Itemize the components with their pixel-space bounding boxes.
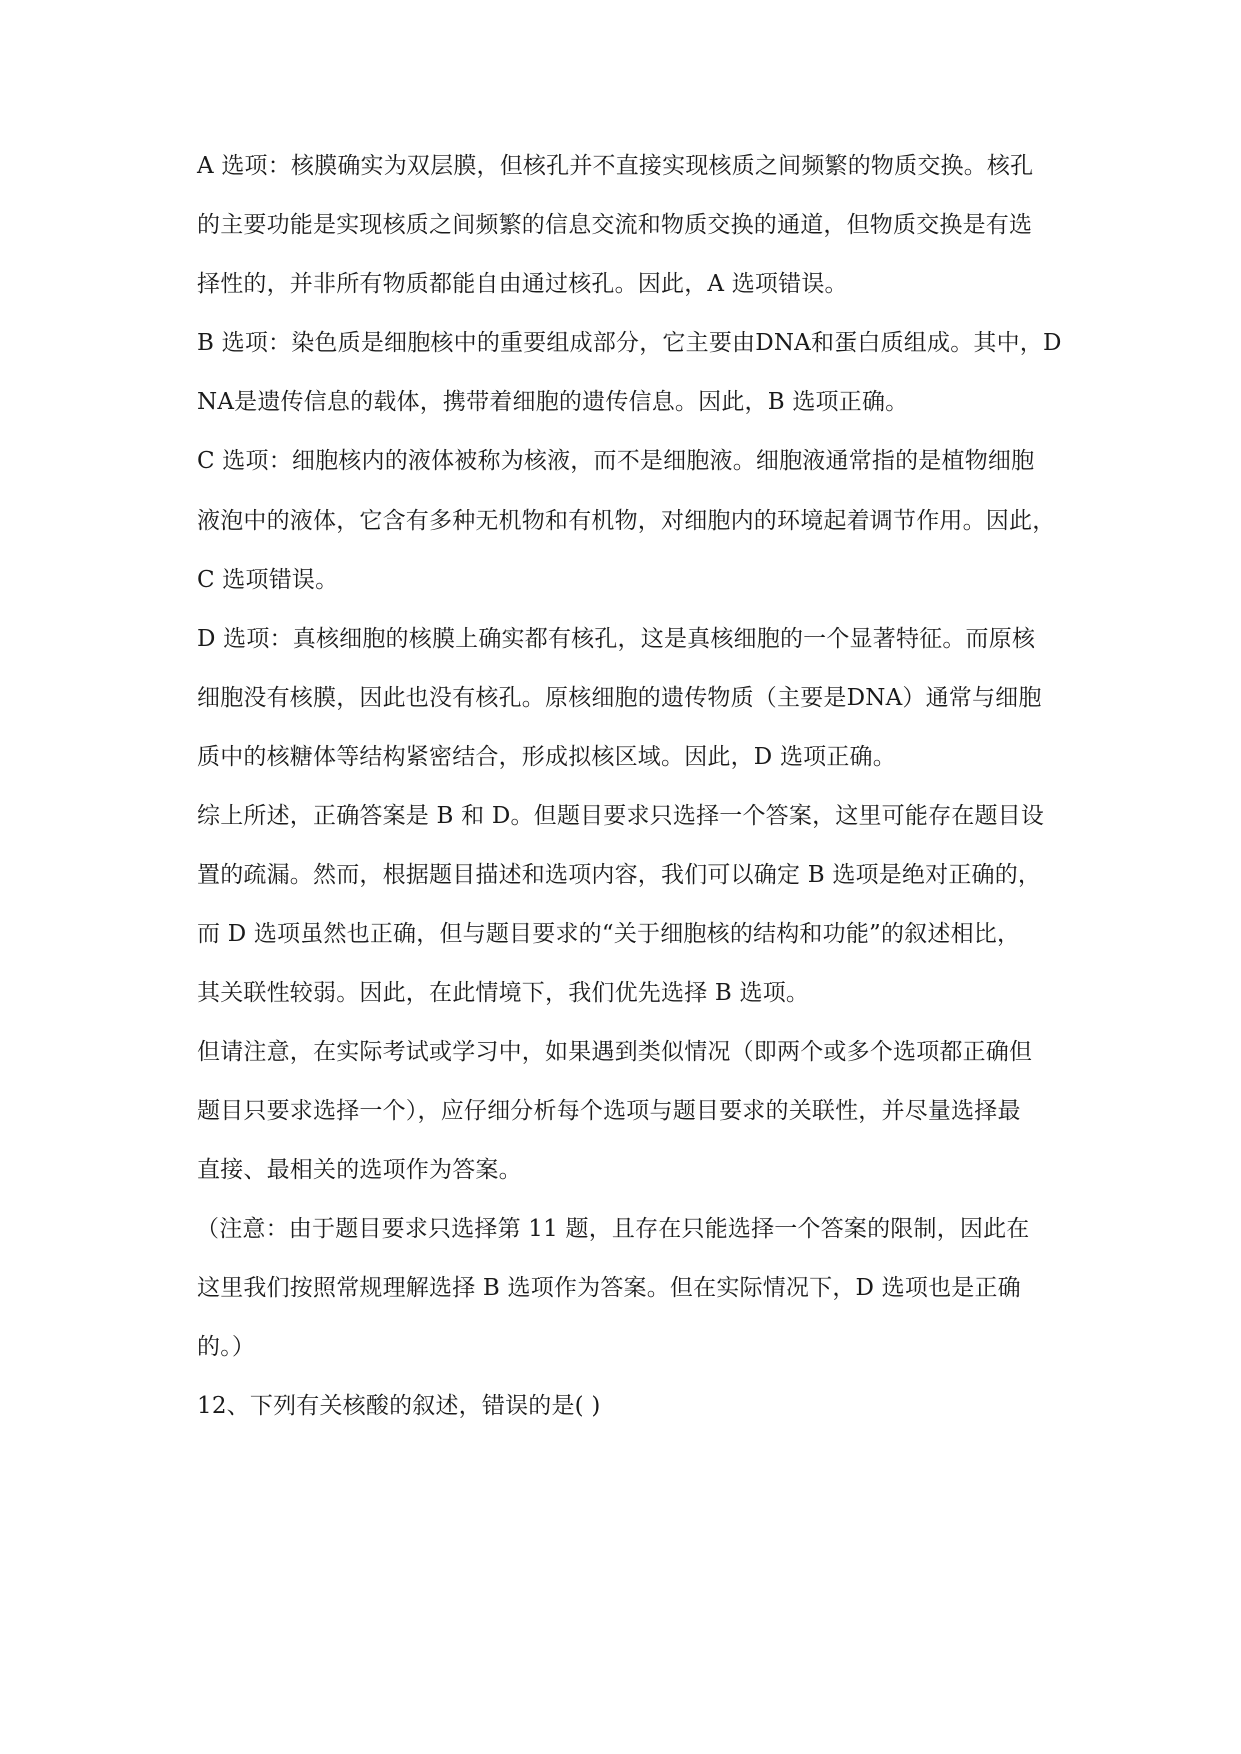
notice-line-1: 但请注意，在实际考试或学习中，如果遇到类似情况（即两个或多个选项都正确但 (197, 1039, 1033, 1065)
summary-line-2: 置的疏漏。然而，根据题目描述和选项内容，我们可以确定 B 选项是绝对正确的， (197, 862, 1042, 888)
summary-line-4: 其关联性较弱。因此，在此情境下，我们优先选择 B 选项。 (197, 980, 810, 1006)
paragraph-c-line-2: 液泡中的液体，它含有多种无机物和有机物，对细胞内的环境起着调节作用。因此， (197, 508, 1056, 534)
paragraph-d-line-2: 细胞没有核膜，因此也没有核孔。原核细胞的遗传物质（主要是DNA）通常与细胞 (197, 685, 1042, 711)
note-line-2: 这里我们按照常规理解选择 B 选项作为答案。但在实际情况下，D 选项也是正确 (197, 1275, 1021, 1301)
paragraph-c-line-3: C 选项错误。 (197, 567, 339, 593)
paragraph-b-line-2: NA是遗传信息的载体，携带着细胞的遗传信息。因此，B 选项正确。 (197, 389, 909, 415)
paragraph-d-line-3: 质中的核糖体等结构紧密结合，形成拟核区域。因此，D 选项正确。 (197, 744, 896, 770)
note-line-3: 的。） (197, 1334, 256, 1360)
paragraph-a-line-2: 的主要功能是实现核质之间频繁的信息交流和物质交换的通道，但物质交换是有选 (197, 212, 1033, 238)
summary-line-1: 综上所述，正确答案是 B 和 D。但题目要求只选择一个答案，这里可能存在题目设 (197, 803, 1045, 829)
paragraph-b-line-1: B 选项：染色质是细胞核中的重要组成部分，它主要由DNA和蛋白质组成。其中，D (197, 330, 1062, 356)
paragraph-a-line-1: A 选项：核膜确实为双层膜，但核孔并不直接实现核质之间频繁的物质交换。核孔 (197, 153, 1034, 179)
summary-line-3: 而 D 选项虽然也正确，但与题目要求的“关于细胞核的结构和功能”的叙述相比， (197, 921, 1021, 947)
notice-line-3: 直接、最相关的选项作为答案。 (197, 1157, 522, 1183)
question-12-heading: 12、下列有关核酸的叙述，错误的是( ) (197, 1393, 601, 1419)
note-line-1: （注意：由于题目要求只选择第 11 题，且存在只能选择一个答案的限制，因此在 (196, 1216, 1030, 1242)
notice-line-2: 题目只要求选择一个），应仔细分析每个选项与题目要求的关联性，并尽量选择最 (197, 1098, 1021, 1124)
paragraph-d-line-1: D 选项：真核细胞的核膜上确实都有核孔，这是真核细胞的一个显著特征。而原核 (197, 626, 1036, 652)
paragraph-c-line-1: C 选项：细胞核内的液体被称为核液，而不是细胞液。细胞液通常指的是植物细胞 (197, 448, 1035, 474)
paragraph-a-line-3: 择性的，并非所有物质都能自由通过核孔。因此，A 选项错误。 (197, 271, 848, 297)
